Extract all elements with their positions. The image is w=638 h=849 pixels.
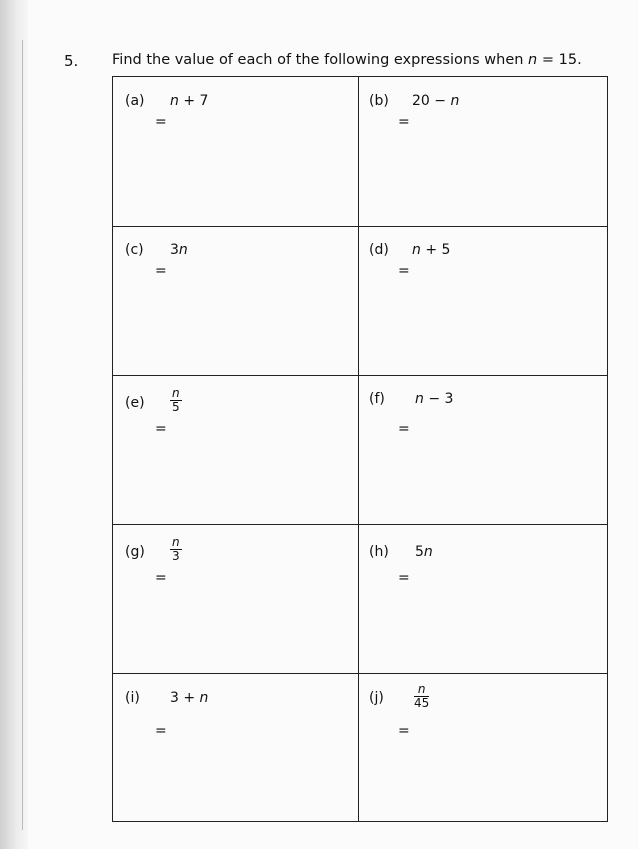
question-text: [112, 52, 582, 68]
equals-sign: =: [155, 114, 167, 130]
equals-sign: =: [155, 570, 167, 586]
fraction-denominator: 3: [171, 549, 180, 563]
spine-edge: [22, 40, 23, 830]
expr-rest: + 7: [178, 93, 209, 109]
expr-prefix: 20 −: [412, 93, 451, 109]
answer-grid: [112, 76, 608, 822]
question-text-end: = 15.: [537, 52, 582, 68]
equals-sign: =: [398, 723, 410, 739]
expr-variable: n: [423, 544, 433, 560]
part-label: (c): [125, 242, 144, 258]
question-text-start: Find the value of each of the following expressions when: [112, 52, 529, 68]
expr-rest: − 3: [423, 391, 454, 407]
expr-rest: + 5: [420, 242, 451, 258]
part-label: (b): [369, 93, 389, 109]
answer-cell-c[interactable]: [113, 226, 358, 375]
fraction-denominator: 5: [171, 400, 180, 414]
equals-sign: =: [398, 263, 410, 279]
book-spine-shadow: [0, 0, 28, 849]
expr-prefix: 5: [415, 544, 424, 560]
expr-variable: n: [412, 242, 421, 258]
part-label: (i): [125, 690, 140, 706]
fraction-numerator: n: [172, 386, 180, 400]
equals-sign: =: [398, 570, 410, 586]
fraction-numerator: n: [172, 535, 180, 549]
question-variable: n: [528, 52, 538, 68]
answer-cell-h[interactable]: [359, 524, 604, 673]
part-label: (j): [369, 690, 384, 706]
question-number: 5.: [64, 52, 79, 70]
part-label: (h): [369, 544, 389, 560]
expression: [412, 242, 450, 258]
part-label: (a): [125, 93, 145, 109]
answer-cell-e[interactable]: [113, 375, 358, 524]
fraction: [414, 683, 429, 710]
expr-variable: n: [415, 391, 424, 407]
answer-cell-f[interactable]: [359, 375, 604, 524]
equals-sign: =: [398, 421, 410, 437]
answer-cell-g[interactable]: [113, 524, 358, 673]
expression: [412, 93, 459, 109]
equals-sign: =: [155, 723, 167, 739]
part-label: (g): [125, 544, 145, 560]
expression: [170, 242, 188, 258]
fraction: [170, 536, 182, 563]
answer-cell-d[interactable]: [359, 226, 604, 375]
part-label: (f): [369, 391, 385, 407]
equals-sign: =: [155, 263, 167, 279]
fraction-numerator: n: [417, 682, 426, 696]
expression: [170, 93, 208, 109]
answer-cell-a[interactable]: [113, 77, 358, 226]
answer-cell-b[interactable]: [359, 77, 604, 226]
expr-prefix: 3: [170, 242, 179, 258]
expr-variable: n: [170, 93, 179, 109]
expr-variable: n: [199, 690, 209, 706]
equals-sign: =: [398, 114, 410, 130]
expr-variable: n: [178, 242, 188, 258]
expr-prefix: 3 +: [170, 690, 200, 706]
fraction: [170, 387, 182, 414]
expr-variable: n: [450, 93, 460, 109]
answer-cell-j[interactable]: [359, 673, 604, 822]
expression: [415, 544, 433, 560]
part-label: (e): [125, 395, 145, 411]
expression: [170, 690, 208, 706]
fraction-denominator: 45: [414, 696, 430, 710]
part-label: (d): [369, 242, 389, 258]
equals-sign: =: [155, 421, 167, 437]
expression: [415, 391, 453, 407]
answer-cell-i[interactable]: [113, 673, 358, 822]
